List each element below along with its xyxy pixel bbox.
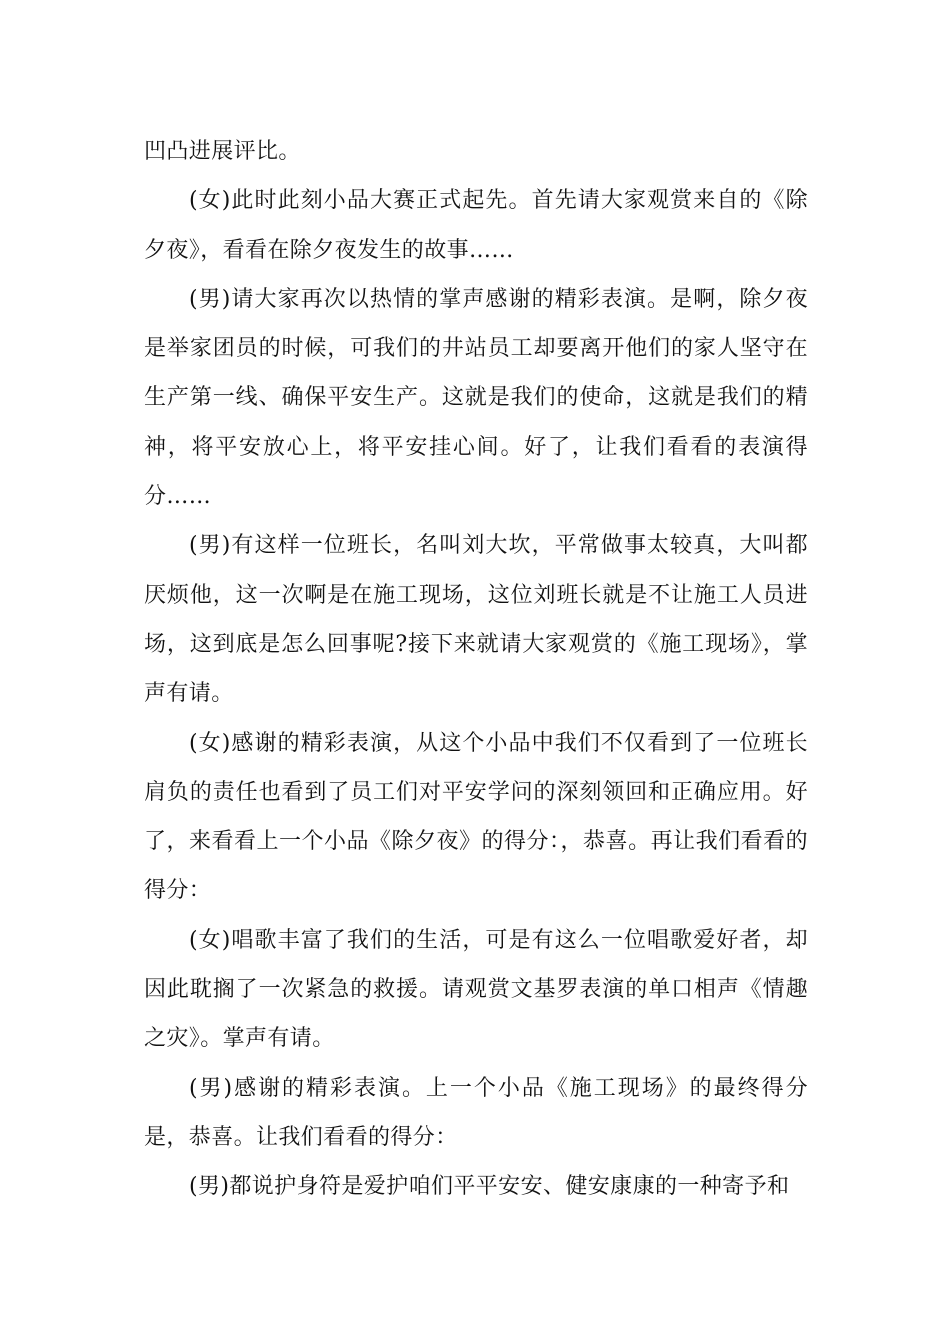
paragraph-7: (男)感谢的精彩表演。上一个小品《施工现场》的最终得分是，恭喜。让我们看看的得分： bbox=[144, 1075, 808, 1150]
paragraph-3: (男)请大家再次以热情的掌声感谢的精彩表演。是啊，除夕夜是举家团员的时候，可我们的井站员工却要离开他们的家人坚守在生产第一线、确保平安生产。这就是我们的使命，这就是我们的精神，将平安放心上，将平安挂心间。好了，让我们看看的表演得分…… bbox=[144, 286, 808, 510]
paragraph-8: (男)都说护身符是爱护咱们平平安安、健安康康的一种寄予和 bbox=[189, 1174, 790, 1200]
document-body bbox=[144, 127, 808, 1212]
paragraph-2: (女)此时此刻小品大赛正式起先。首先请大家观赏来自的《除夕夜》，看看在除夕夜发生的故事…… bbox=[144, 188, 808, 263]
paragraph-1: 凹凸进展评比。 bbox=[144, 139, 301, 164]
paragraph-6: (女)唱歌丰富了我们的生活，可是有这么一位唱歌爱好者，却因此耽搁了一次紧急的救援。请观赏文基罗表演的单口相声《情趣之灾》。掌声有请。 bbox=[144, 927, 808, 1052]
paragraph-5: (女)感谢的精彩表演，从这个小品中我们不仅看到了一位班长肩负的责任也看到了员工们对平安学问的深刻领回和正确应用。好了，来看看上一个小品《除夕夜》的得分：，恭喜。再让我们看看的得分： bbox=[144, 730, 808, 904]
paragraph-4: (男)有这样一位班长，名叫刘大坎，平常做事太较真，大叫都厌烦他，这一次啊是在施工现场，这位刘班长就是不让施工人员进场，这到底是怎么回事呢?接下来就请大家观赏的《施工现场》，掌声有请。 bbox=[144, 533, 808, 707]
